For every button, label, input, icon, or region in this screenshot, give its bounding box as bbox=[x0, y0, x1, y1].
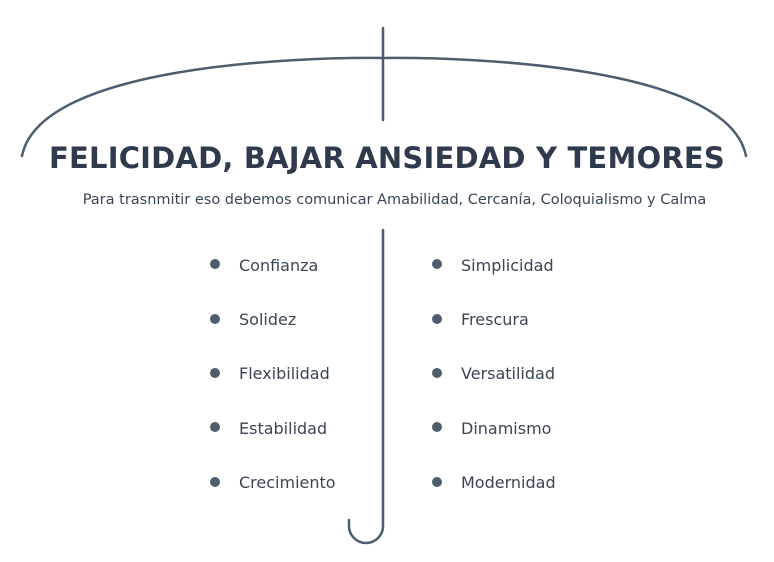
list-item-label: Estabilidad bbox=[239, 418, 328, 438]
list-item-label: Modernidad bbox=[461, 473, 556, 493]
bullet-dot-icon bbox=[432, 422, 442, 432]
bullet-dot-icon bbox=[432, 368, 442, 378]
bullet-dot-icon bbox=[210, 259, 220, 269]
left-values-list bbox=[210, 238, 336, 510]
list-item bbox=[210, 347, 336, 401]
umbrella-handle bbox=[349, 230, 383, 543]
bullet-dot-icon bbox=[210, 422, 220, 432]
list-item bbox=[210, 292, 336, 346]
list-item bbox=[432, 292, 556, 346]
list-item-label: Frescura bbox=[461, 310, 529, 330]
list-item bbox=[432, 238, 556, 292]
bullet-dot-icon bbox=[432, 314, 442, 324]
list-item-label: Confianza bbox=[239, 255, 319, 275]
bullet-dot-icon bbox=[432, 259, 442, 269]
list-item-label: Dinamismo bbox=[461, 418, 552, 438]
list-item bbox=[210, 456, 336, 510]
bullet-dot-icon bbox=[210, 314, 220, 324]
list-item-label: Simplicidad bbox=[461, 255, 554, 275]
list-item bbox=[432, 401, 556, 455]
main-title: FELICIDAD, BAJAR ANSIEDAD Y TEMORES bbox=[49, 141, 725, 175]
list-item-label: Versatilidad bbox=[461, 364, 555, 384]
subtitle: Para trasnmitir eso debemos comunicar Amabilidad, Cercanía, Coloquialismo y Calma bbox=[82, 192, 707, 208]
list-item bbox=[432, 456, 556, 510]
list-item bbox=[210, 238, 336, 292]
right-values-list bbox=[432, 238, 556, 510]
list-item bbox=[432, 347, 556, 401]
bullet-dot-icon bbox=[210, 477, 220, 487]
list-item-label: Solidez bbox=[239, 310, 297, 330]
list-item-label: Crecimiento bbox=[239, 473, 336, 493]
list-item bbox=[210, 401, 336, 455]
list-item-label: Flexibilidad bbox=[239, 364, 330, 384]
bullet-dot-icon bbox=[210, 368, 220, 378]
bullet-dot-icon bbox=[432, 477, 442, 487]
